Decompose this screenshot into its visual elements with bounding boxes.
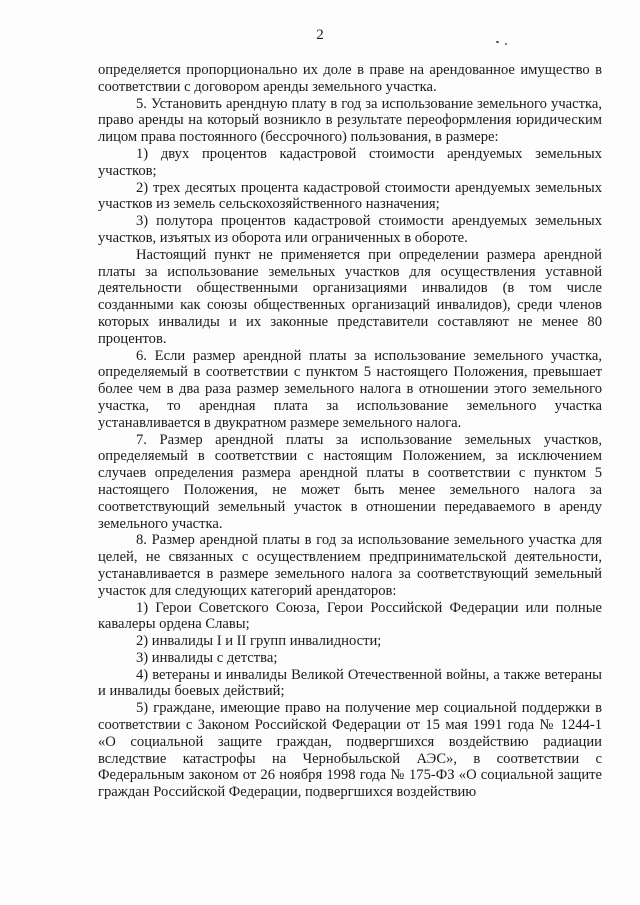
list-item-8-4: 4) ветераны и инвалиды Великой Отечественной войны, а также ветераны и инвалиды боевых действий; (98, 666, 602, 700)
paragraph-clause-8: 8. Размер арендной платы в год за использование земельного участка для целей, не связанных с осуществлением предпринимательской деятельности, устанавливается в размере земельного налога за соответствующий земельный участок для следующих категорий арендаторов: (98, 532, 602, 599)
list-item-8-2: 2) инвалиды I и II групп инвалидности; (136, 633, 382, 650)
list-item-8-1: 1) Герои Советского Союза, Герои Российской Федерации или полные кавалеры ордена Славы; (98, 599, 602, 633)
list-item-5-1: 1) двух процентов кадастровой стоимости арендуемых земельных участков; (98, 145, 602, 179)
paragraph-clause-7: 7. Размер арендной платы за использование земельных участков, определяемый в соответствии с настоящим Положением, за исключением случаев определения размера арендной платы в соответствии с пунктом 5 настоящего Положения, не может быть менее земельного налога за соответствующий земельный участок в отношении передаваемого в аренду земельного участка. (98, 431, 602, 532)
paragraph-clause-5-exception: Настоящий пункт не применяется при определении размера арендной платы за использование земельных участков для осуществления уставной деятельности общественными организациями инвалидов (в том числе созданными как союзы общественных организаций инвалидов), среди членов которых инвалиды и их законные представители составляют не менее 80 процентов. (98, 246, 602, 347)
list-item-8-5: 5) граждане, имеющие право на получение мер социальной поддержки в соответствии с Законом Российской Федерации от 15 мая 1991 года № 1244-1 «О социальной защите граждан, подвергшихся воздействию радиации вследствие катастрофы на Чернобыльской АЭС», в соответствии с Федеральным законом от 26 ноября 1998 года № 175-ФЗ «О социальной защите граждан Российской Федерации, подвергшихся воздействию (98, 700, 602, 801)
document-body (98, 62, 602, 801)
scan-speck (496, 41, 499, 43)
scan-speck (505, 43, 507, 45)
paragraph-continuation: определяется пропорционально их доле в праве на арендованное имущество в соответствии с договором аренды земельного участка. (98, 62, 602, 95)
paragraph-clause-6: 6. Если размер арендной платы за использование земельного участка, определяемый в соответствии с пунктом 5 настоящего Положения, превышает более чем в два раза размер земельного налога в отношении этого земельного участка, то арендная плата за использование земельного участка устанавливается в двукратном размере земельного налога. (98, 347, 602, 431)
page-number: 2 (316, 27, 324, 43)
paragraph-clause-5: 5. Установить арендную плату в год за использование земельного участка, право аренды на который возникло в результате переоформления юридическим лицом права постоянного (бессрочного) пользования, в размере: (98, 95, 602, 146)
list-item-5-3: 3) полутора процентов кадастровой стоимости арендуемых земельных участков, изъятых из оборота или ограниченных в обороте. (98, 213, 602, 246)
list-item-5-2: 2) трех десятых процента кадастровой стоимости арендуемых земельных участков из земель сельскохозяйственного назначения; (98, 179, 602, 213)
list-item-8-3: 3) инвалиды с детства; (136, 649, 278, 666)
